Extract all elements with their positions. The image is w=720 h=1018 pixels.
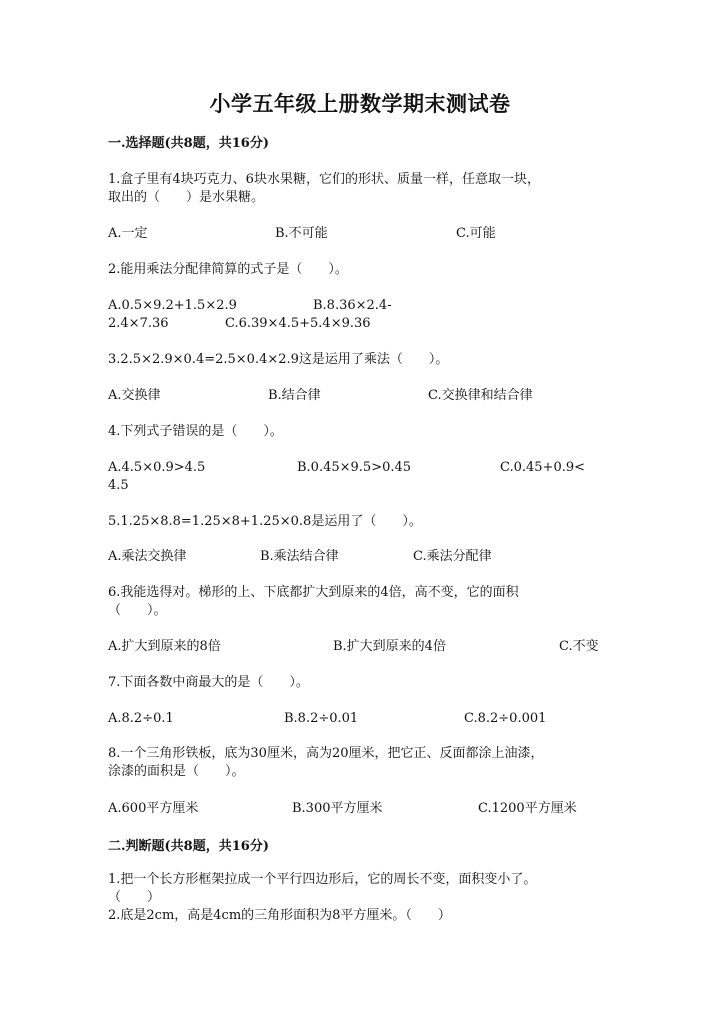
judgment-2-line-1: 2.底是2cm，高是4cm的三角形面积为8平方厘米。（ ） <box>108 908 451 923</box>
question-5-option-a[interactable]: A.乘法交换律 <box>108 549 187 564</box>
question-3-option-b[interactable]: B.结合律 <box>268 388 321 403</box>
question-5-option-c[interactable]: C.乘法分配律 <box>413 549 492 564</box>
question-1-line-1: 1.盒子里有4块巧克力、6块水果糖，它们的形状、质量一样，任意取一块， <box>108 172 540 187</box>
question-2-line-1: 2.能用乘法分配律简算的式子是（ ）。 <box>108 262 348 277</box>
question-4-option-b[interactable]: B.0.45×9.5>0.45 <box>297 460 412 475</box>
question-5-option-b[interactable]: B.乘法结合律 <box>260 549 339 564</box>
question-2-option-b-cont: 2.4×7.36 <box>108 316 169 331</box>
question-4-option-c-cont: 4.5 <box>108 478 129 493</box>
question-1-line-2: 取出的（ ）是水果糖。 <box>108 190 265 205</box>
question-3-line-1: 3.2.5×2.9×0.4=2.5×0.4×2.9这是运用了乘法（ ）。 <box>108 352 449 367</box>
question-5-line-1: 5.1.25×8.8=1.25×8+1.25×0.8是运用了（ ）。 <box>108 514 422 529</box>
section-heading-judgment: 二.判断题(共8题，共16分) <box>108 839 269 854</box>
question-3-option-a[interactable]: A.交换律 <box>108 388 161 403</box>
question-7-option-a[interactable]: A.8.2÷0.1 <box>108 711 174 726</box>
question-7-option-b[interactable]: B.8.2÷0.01 <box>284 711 359 726</box>
question-2-option-b[interactable]: B.8.36×2.4- <box>313 298 392 313</box>
question-1-option-c[interactable]: C.可能 <box>456 226 496 241</box>
judgment-1-line-2[interactable]: （ ） <box>108 890 161 905</box>
question-8-option-a[interactable]: A.600平方厘米 <box>108 801 199 816</box>
question-8-option-b[interactable]: B.300平方厘米 <box>292 801 383 816</box>
question-4-option-c[interactable]: C.0.45+0.9< <box>500 460 586 475</box>
question-6-option-c[interactable]: C.不变 <box>559 639 599 654</box>
section-heading-choice: 一.选择题(共8题，共16分) <box>108 136 269 151</box>
question-6-option-a[interactable]: A.扩大到原来的8倍 <box>108 639 221 654</box>
question-7-option-c[interactable]: C.8.2÷0.001 <box>464 711 547 726</box>
question-4-line-1: 4.下列式子错误的是（ ）。 <box>108 424 283 439</box>
page-title: 小学五年级上册数学期末测试卷 <box>209 91 511 116</box>
question-3-option-c[interactable]: C.交换律和结合律 <box>428 388 533 403</box>
question-2-option-c[interactable]: C.6.39×4.5+5.4×9.36 <box>225 316 371 331</box>
question-6-option-b[interactable]: B.扩大到原来的4倍 <box>333 639 446 654</box>
question-7-line-1: 7.下面各数中商最大的是（ ）。 <box>108 675 309 690</box>
question-4-option-a[interactable]: A.4.5×0.9>4.5 <box>108 460 206 475</box>
question-8-line-1: 8.一个三角形铁板，底为30厘米，高为20厘米，把它正、反面都涂上油漆， <box>108 746 544 761</box>
judgment-1-line-1: 1.把一个长方形框架拉成一个平行四边形后，它的周长不变，面积变小了。 <box>108 872 537 887</box>
question-8-option-c[interactable]: C.1200平方厘米 <box>478 801 577 816</box>
question-2-option-a[interactable]: A.0.5×9.2+1.5×2.9 <box>108 298 237 313</box>
question-8-line-2: 涂漆的面积是（ ）。 <box>108 764 245 779</box>
question-1-option-a[interactable]: A.一定 <box>108 226 148 241</box>
question-1-option-b[interactable]: B.不可能 <box>275 226 328 241</box>
question-6-line-2: （ ）。 <box>108 603 167 618</box>
question-6-line-1: 6.我能选得对。梯形的上、下底都扩大到原来的4倍，高不变，它的面积 <box>108 585 519 600</box>
